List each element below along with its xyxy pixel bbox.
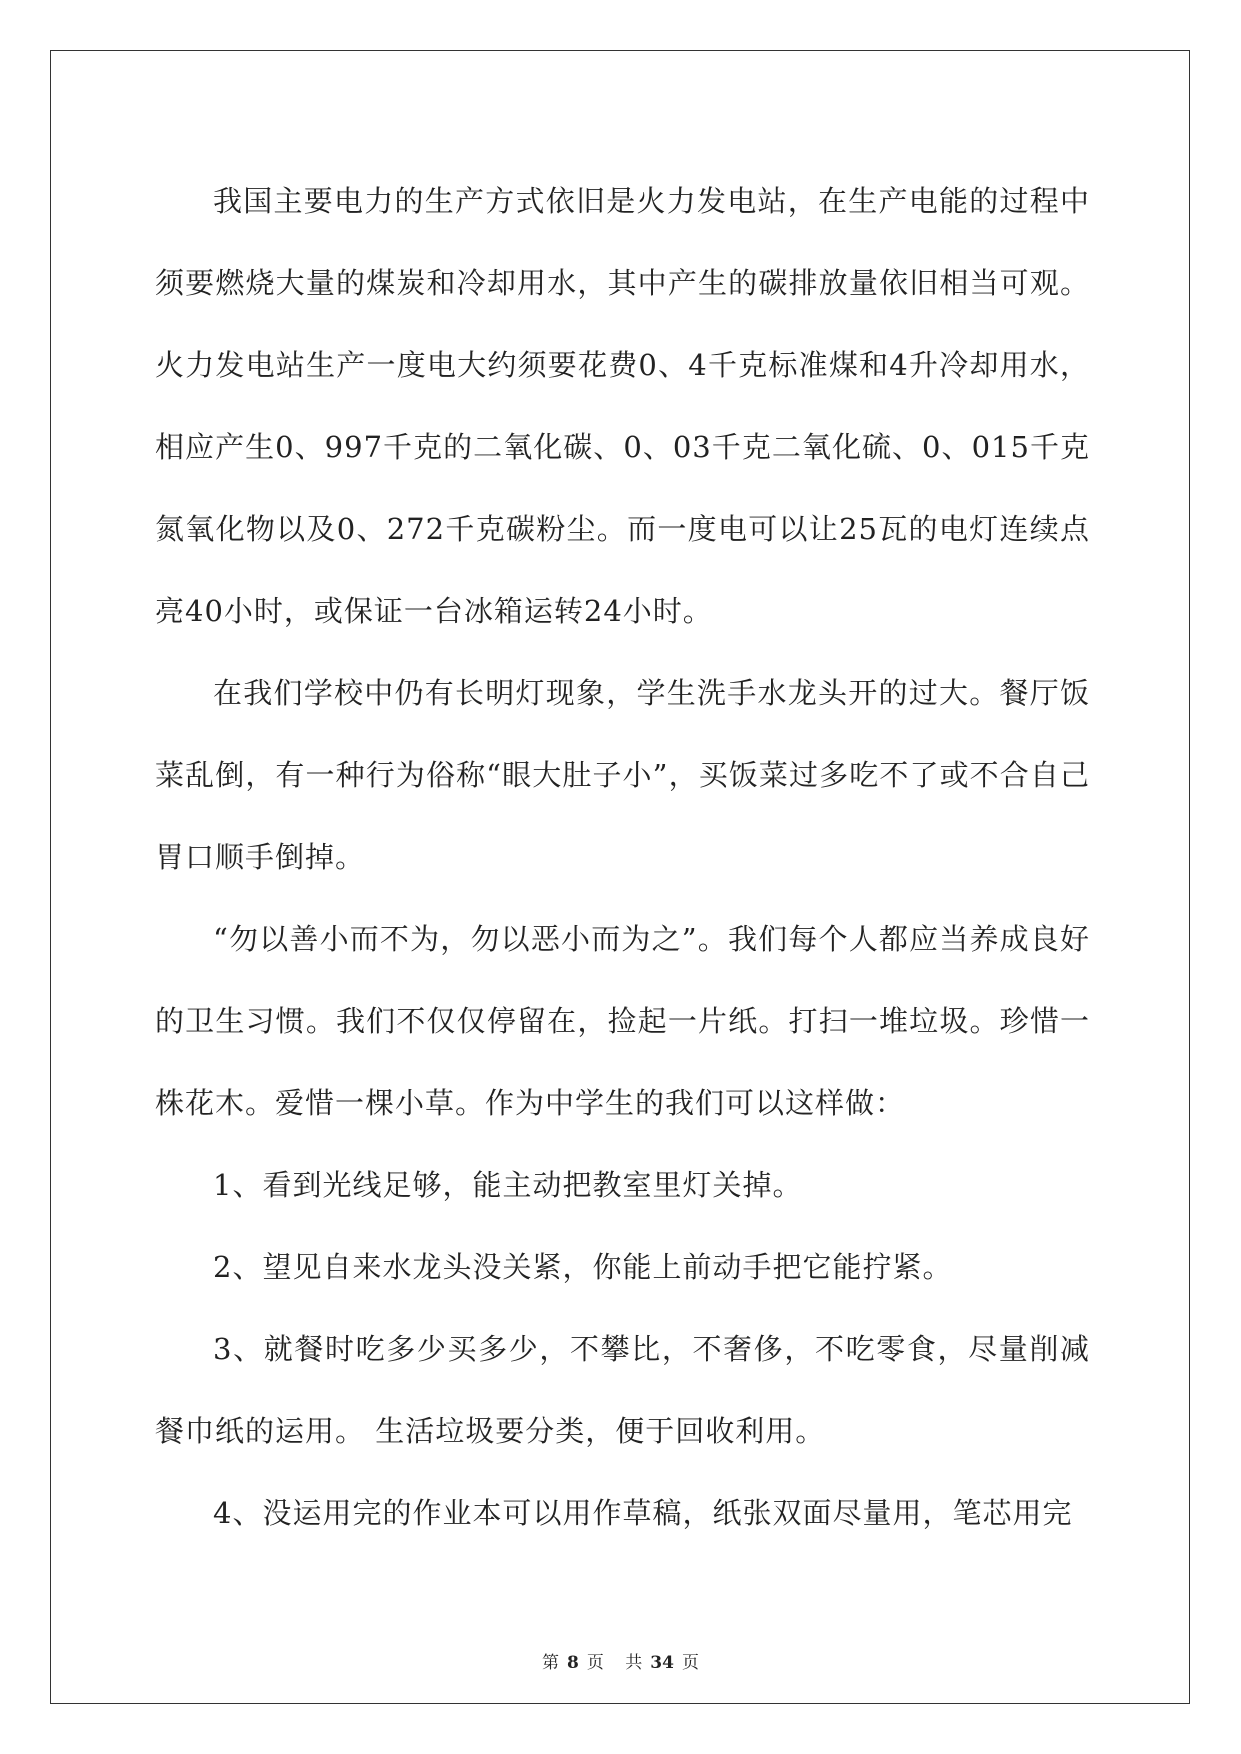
list-item: 3、就餐时吃多少买多少，不攀比，不奢侈，不吃零食，尽量削减餐巾纸的运用。 生活垃圾要分类，便于回收利用。 xyxy=(155,1332,1090,1448)
list-item: 2、望见自来水龙头没关紧，你能上前动手把它能拧紧。 xyxy=(213,1250,953,1284)
total-pages: 34 xyxy=(650,1653,674,1673)
page-number-prefix: 第 xyxy=(542,1653,560,1673)
paragraph: “勿以善小而不为，勿以恶小而为之”。我们每个人都应当养成良好的卫生习惯。我们不仅仅停留在，捡起一片纸。打扫一堆垃圾。珍惜一株花木。爱惜一棵小草。作为中学生的我们可以这样做： xyxy=(155,922,1090,1120)
total-unit: 页 xyxy=(681,1653,699,1673)
total-prefix: 共 xyxy=(625,1653,643,1673)
document-body xyxy=(155,160,1090,1554)
page-total xyxy=(621,1653,703,1673)
paragraph: 在我们学校中仍有长明灯现象，学生洗手水龙头开的过大。餐厅饭菜乱倒，有一种行为俗称“眼大肚子小”，买饭菜过多吃不了或不合自己胃口顺手倒掉。 xyxy=(155,676,1090,874)
list-item: 1、看到光线足够，能主动把教室里灯关掉。 xyxy=(213,1168,803,1202)
paragraph: 我国主要电力的生产方式依旧是火力发电站，在生产电能的过程中须要燃烧大量的煤炭和冷却用水，其中产生的碳排放量依旧相当可观。火力发电站生产一度电大约须要花费0、4千克标准煤和4升冷却用水，相应产生0、997千克的二氧化碳、0、03千克二氧化硫、0、015千克氮氧化物以及0、272千克碳粉尘。而一度电可以让25瓦的电灯连续点亮40小时，或保证一台冰箱运转24小时。 xyxy=(155,184,1090,628)
page-footer xyxy=(0,1648,1241,1673)
page-unit: 页 xyxy=(586,1653,604,1673)
page-number xyxy=(538,1653,608,1673)
current-page: 8 xyxy=(567,1653,579,1673)
list-item: 4、没运用完的作业本可以用作草稿，纸张双面尽量用，笔芯用完 xyxy=(213,1496,1073,1530)
